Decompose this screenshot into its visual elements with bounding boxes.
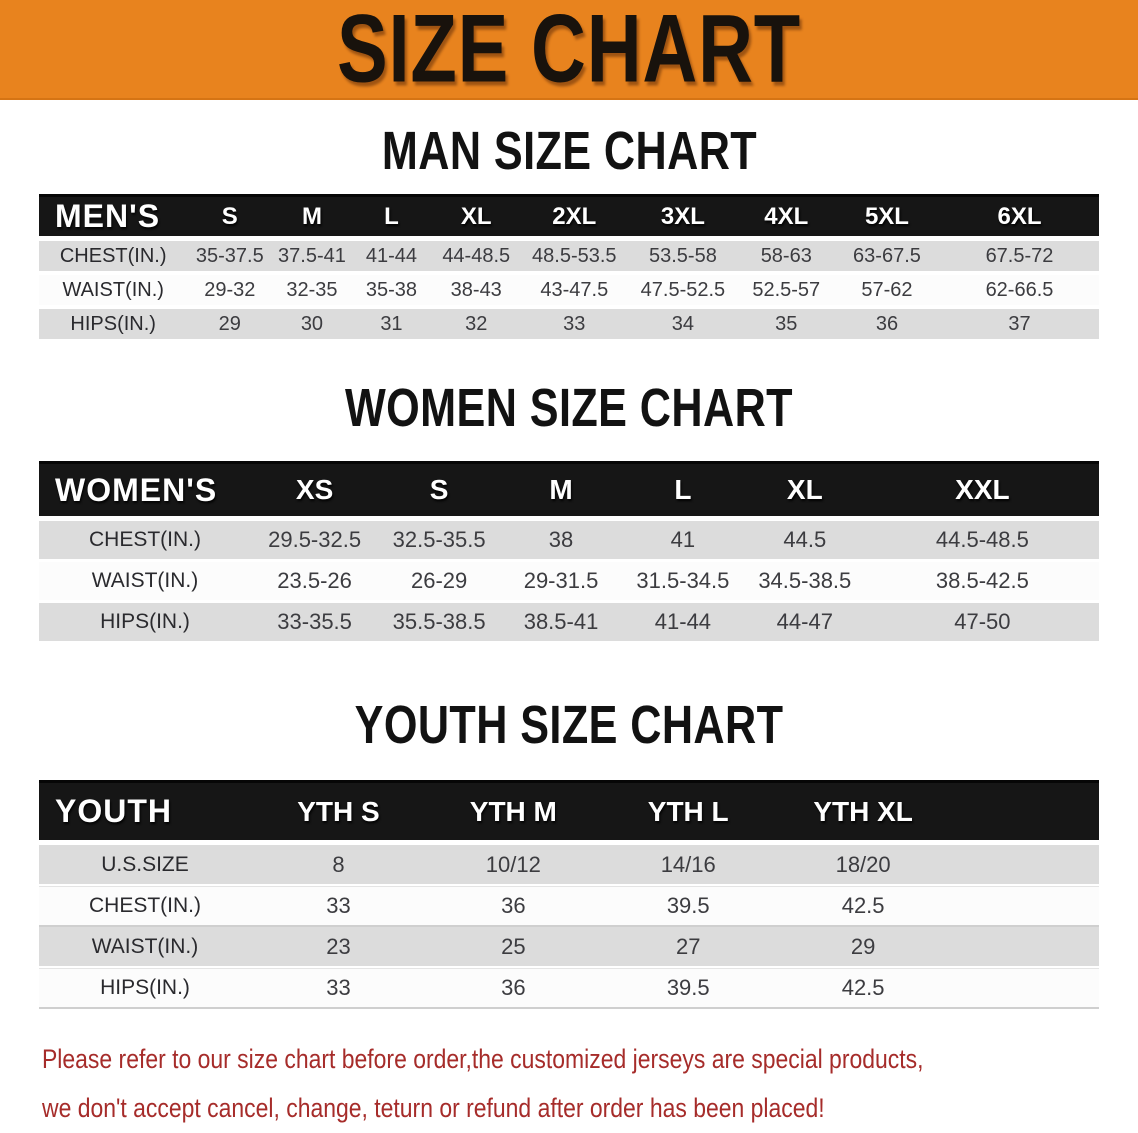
youth-size-table [39,780,1099,1009]
filler-cell [951,886,1099,927]
size-cell: 32-35 [272,275,352,309]
table-row [39,521,1099,562]
row-label: U.S.SIZE [39,845,251,886]
size-cell: 23 [251,927,426,968]
size-cell: 31 [352,309,432,343]
size-cell: 34 [627,309,738,343]
size-cell: 18/20 [776,845,951,886]
column-header: 5XL [834,194,940,241]
youth-section-title-text: YOUTH SIZE CHART [354,695,784,755]
size-cell: 14/16 [601,845,776,886]
row-label: WAIST(IN.) [39,562,251,603]
size-cell: 44-47 [744,603,866,644]
size-cell: 38-43 [431,275,521,309]
row-label: WAIST(IN.) [39,927,251,968]
size-cell: 33 [251,968,426,1009]
column-header: M [272,194,352,241]
table-row [39,603,1099,644]
size-cell: 36 [426,968,601,1009]
note-line-1: Please refer to our size chart before order,the customized jerseys are special products, [42,1044,924,1074]
column-header-filler [951,780,1099,845]
youth-section [0,644,1138,1009]
size-cell: 38.5-41 [500,603,622,644]
table-header-label: WOMEN'S [39,461,251,521]
size-cell: 29 [187,309,272,343]
note-line-2: we don't accept cancel, change, teturn or refund after order has been placed! [42,1093,825,1123]
row-label: CHEST(IN.) [39,521,251,562]
table-row [39,845,1099,886]
size-cell: 25 [426,927,601,968]
size-cell: 29 [776,927,951,968]
women-section [0,343,1138,644]
size-cell: 38.5-42.5 [866,562,1099,603]
size-cell: 34.5-38.5 [744,562,866,603]
size-cell: 41-44 [352,241,432,275]
size-cell: 62-66.5 [940,275,1099,309]
table-row [39,968,1099,1009]
size-cell: 63-67.5 [834,241,940,275]
size-cell: 39.5 [601,886,776,927]
table-row [39,886,1099,927]
size-cell: 35-38 [352,275,432,309]
column-header: L [622,461,744,521]
column-header: YTH S [251,780,426,845]
column-header: YTH XL [776,780,951,845]
womens-size-table [39,461,1099,644]
table-row [39,275,1099,309]
table-row [39,562,1099,603]
size-cell: 47-50 [866,603,1099,644]
row-label: HIPS(IN.) [39,603,251,644]
women-section-title [0,343,1138,461]
table-header-row [39,780,1099,845]
size-cell: 48.5-53.5 [521,241,627,275]
size-cell: 36 [834,309,940,343]
size-cell: 67.5-72 [940,241,1099,275]
size-cell: 33-35.5 [251,603,378,644]
size-cell: 29.5-32.5 [251,521,378,562]
column-header: 3XL [627,194,738,241]
men-section-title [0,100,1138,194]
size-cell: 58-63 [739,241,834,275]
size-cell: 57-62 [834,275,940,309]
size-cell: 35-37.5 [187,241,272,275]
size-cell: 52.5-57 [739,275,834,309]
size-cell: 35 [739,309,834,343]
size-cell: 44.5 [744,521,866,562]
table-row [39,309,1099,343]
row-label: CHEST(IN.) [39,241,187,275]
size-cell: 23.5-26 [251,562,378,603]
size-cell: 42.5 [776,886,951,927]
filler-cell [951,968,1099,1009]
size-cell: 47.5-52.5 [627,275,738,309]
size-cell: 39.5 [601,968,776,1009]
size-cell: 43-47.5 [521,275,627,309]
row-label: HIPS(IN.) [39,968,251,1009]
column-header: XL [744,461,866,521]
filler-cell [951,927,1099,968]
size-cell: 44.5-48.5 [866,521,1099,562]
row-label: WAIST(IN.) [39,275,187,309]
table-row [39,241,1099,275]
size-cell: 26-29 [378,562,500,603]
column-header: XXL [866,461,1099,521]
mens-size-table [39,194,1099,343]
column-header: 6XL [940,194,1099,241]
size-cell: 10/12 [426,845,601,886]
size-cell: 30 [272,309,352,343]
size-cell: 42.5 [776,968,951,1009]
size-cell: 8 [251,845,426,886]
size-cell: 37 [940,309,1099,343]
column-header: XL [431,194,521,241]
column-header: YTH L [601,780,776,845]
column-header: 4XL [739,194,834,241]
women-section-title-text: WOMEN SIZE CHART [344,378,793,438]
column-header: 2XL [521,194,627,241]
row-label: CHEST(IN.) [39,886,251,927]
table-header-row [39,461,1099,521]
column-header: S [187,194,272,241]
size-cell: 27 [601,927,776,968]
table-row [39,927,1099,968]
size-cell: 44-48.5 [431,241,521,275]
youth-section-title [0,644,1138,780]
size-cell: 41 [622,521,744,562]
size-cell: 37.5-41 [272,241,352,275]
filler-cell [951,845,1099,886]
table-header-label: MEN'S [39,194,187,241]
table-header-label: YOUTH [39,780,251,845]
banner [0,0,1138,100]
size-cell: 32.5-35.5 [378,521,500,562]
column-header: M [500,461,622,521]
size-cell: 53.5-58 [627,241,738,275]
size-cell: 36 [426,886,601,927]
size-cell: 38 [500,521,622,562]
column-header: S [378,461,500,521]
column-header: L [352,194,432,241]
column-header: YTH M [426,780,601,845]
size-cell: 33 [521,309,627,343]
size-cell: 29-31.5 [500,562,622,603]
table-header-row [39,194,1099,241]
column-header: XS [251,461,378,521]
size-cell: 31.5-34.5 [622,562,744,603]
size-cell: 29-32 [187,275,272,309]
size-cell: 35.5-38.5 [378,603,500,644]
footer-note [0,1035,1138,1133]
page-title: SIZE CHART [337,0,801,100]
size-cell: 33 [251,886,426,927]
men-section [0,100,1138,343]
size-cell: 32 [431,309,521,343]
size-cell: 41-44 [622,603,744,644]
row-label: HIPS(IN.) [39,309,187,343]
men-section-title-text: MAN SIZE CHART [381,121,757,181]
